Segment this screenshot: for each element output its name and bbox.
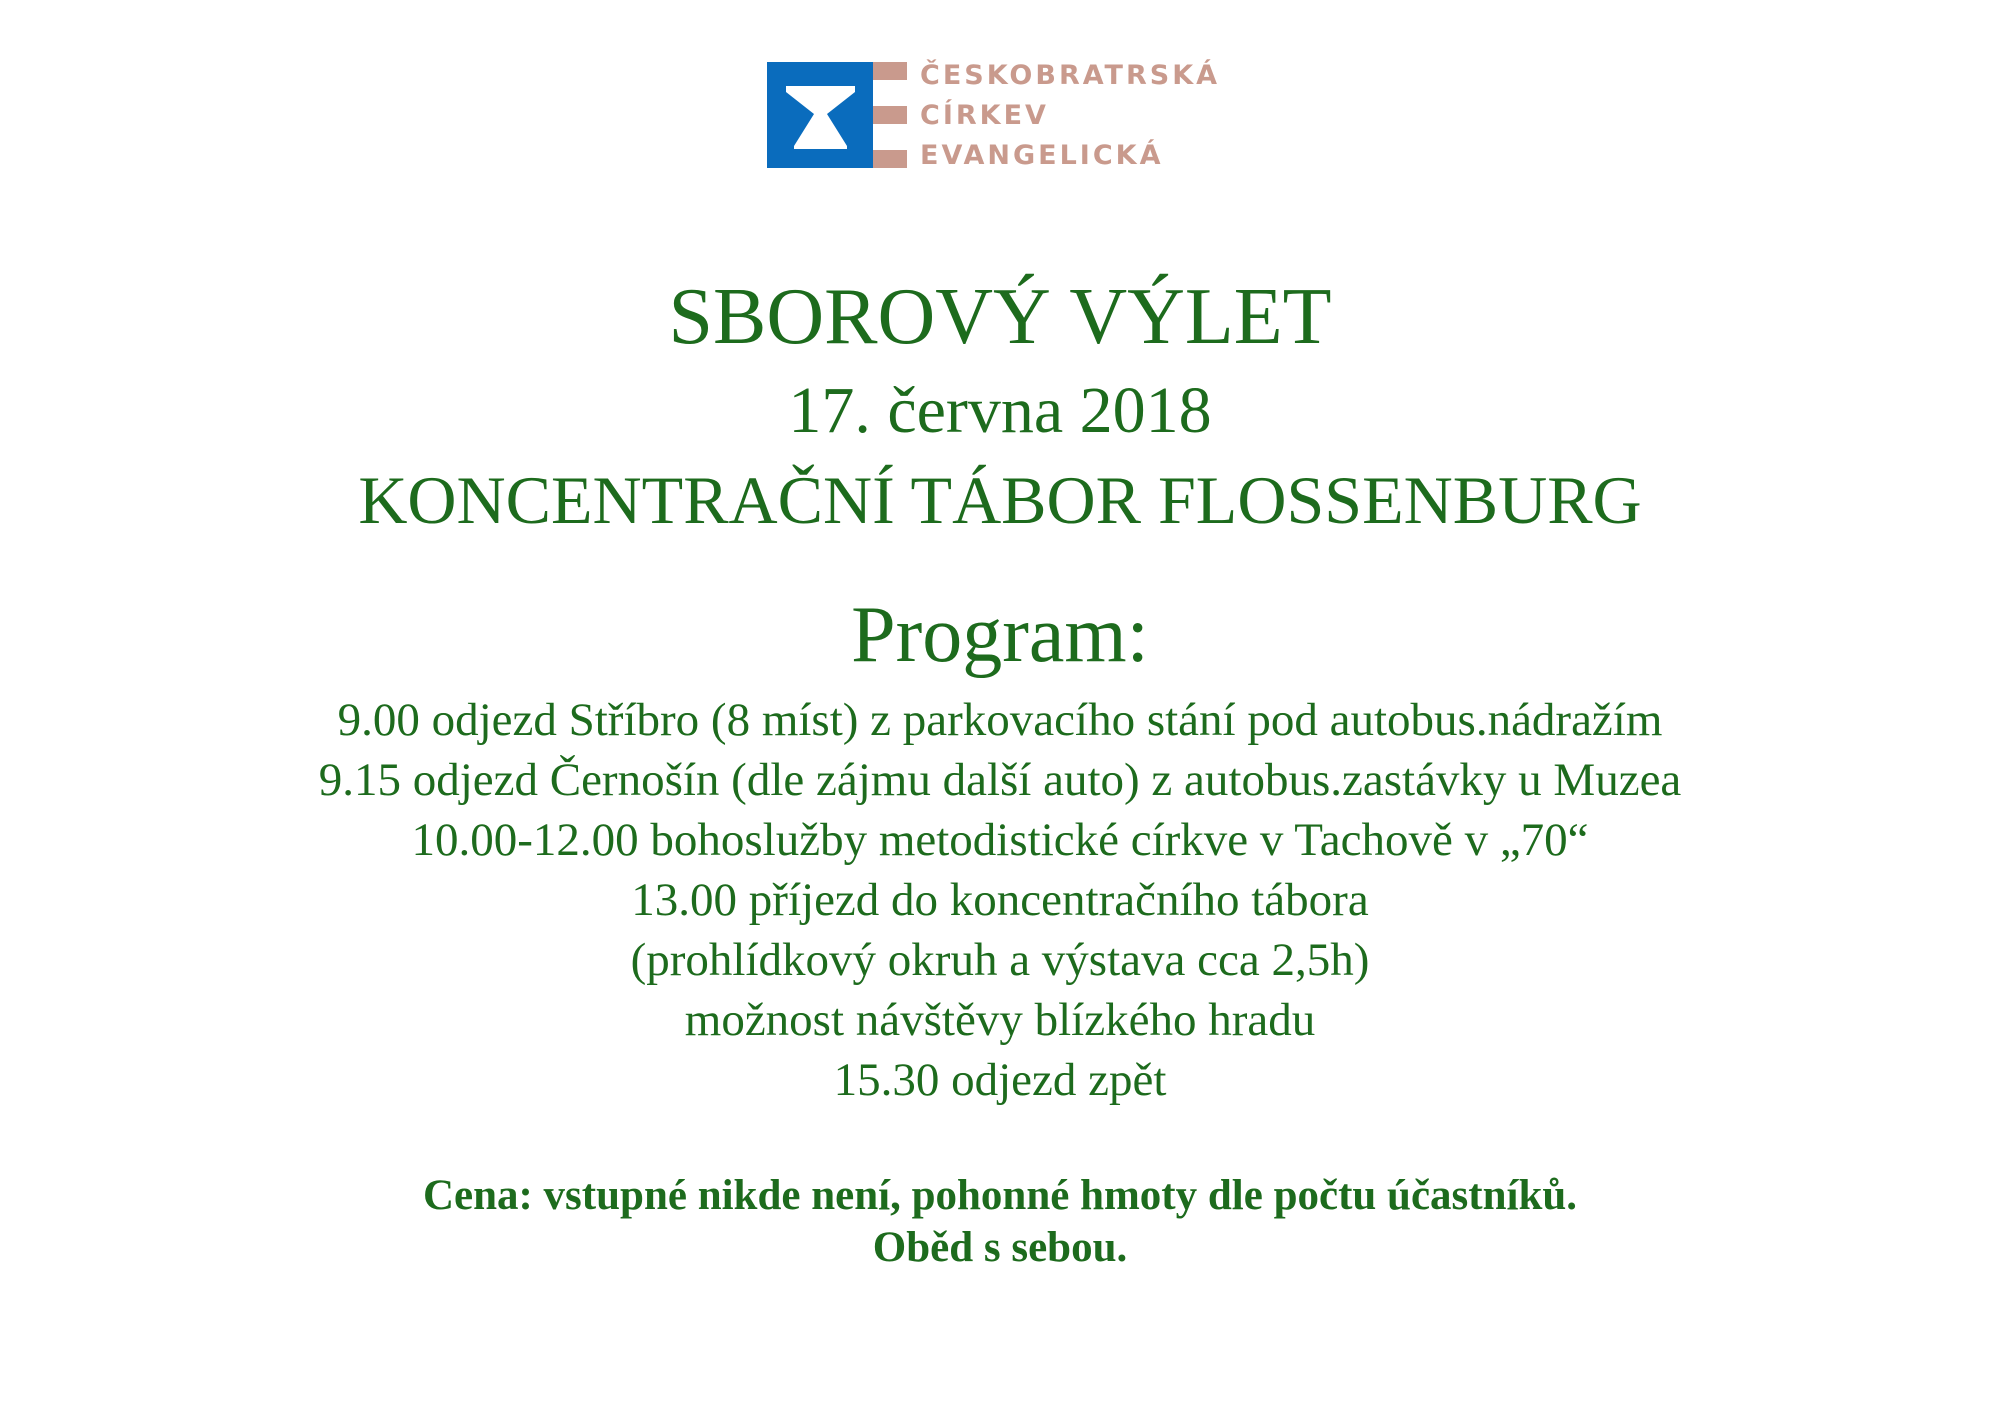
program-list (0, 690, 2000, 1110)
program-item: 9.15 odjezd Černošín (dle zájmu další auto) z autobus.zastávky u Muzea (318, 754, 1682, 806)
program-item: 13.00 příjezd do koncentračního tábora (631, 874, 1369, 926)
price-line: Cena: vstupné nikde není, pohonné hmoty dle počtu účastníků. (422, 1172, 1578, 1219)
church-logo (767, 60, 1237, 171)
lunch-note: Oběd s sebou. (872, 1224, 1128, 1271)
price-note (0, 1170, 2000, 1274)
program-item: možnost návštěvy blízkého hradu (684, 994, 1316, 1046)
chalice-icon (767, 62, 907, 168)
program-item: 10.00-12.00 bohoslužby metodistické církve v Tachově v „70“ (411, 814, 1589, 866)
logo-line-1: ČESKOBRATRSKÁ (920, 60, 1221, 91)
program-item: (prohlídkový okruh a výstava cca 2,5h) (630, 934, 1370, 986)
logo-line-3: EVANGELICKÁ (920, 140, 1164, 171)
program-item: 15.30 odjezd zpět (833, 1054, 1167, 1106)
logo-line-2: CÍRKEV (920, 100, 1049, 131)
page-title: SBOROVÝ VÝLET (668, 273, 1332, 361)
event-date: 17. června 2018 (788, 374, 1212, 447)
program-item: 9.00 odjezd Stříbro (8 míst) z parkovacího stání pod autobus.nádražím (337, 694, 1663, 746)
program-heading: Program: (851, 591, 1149, 679)
event-place: KONCENTRAČNÍ TÁBOR FLOSSENBURG (358, 462, 1642, 538)
